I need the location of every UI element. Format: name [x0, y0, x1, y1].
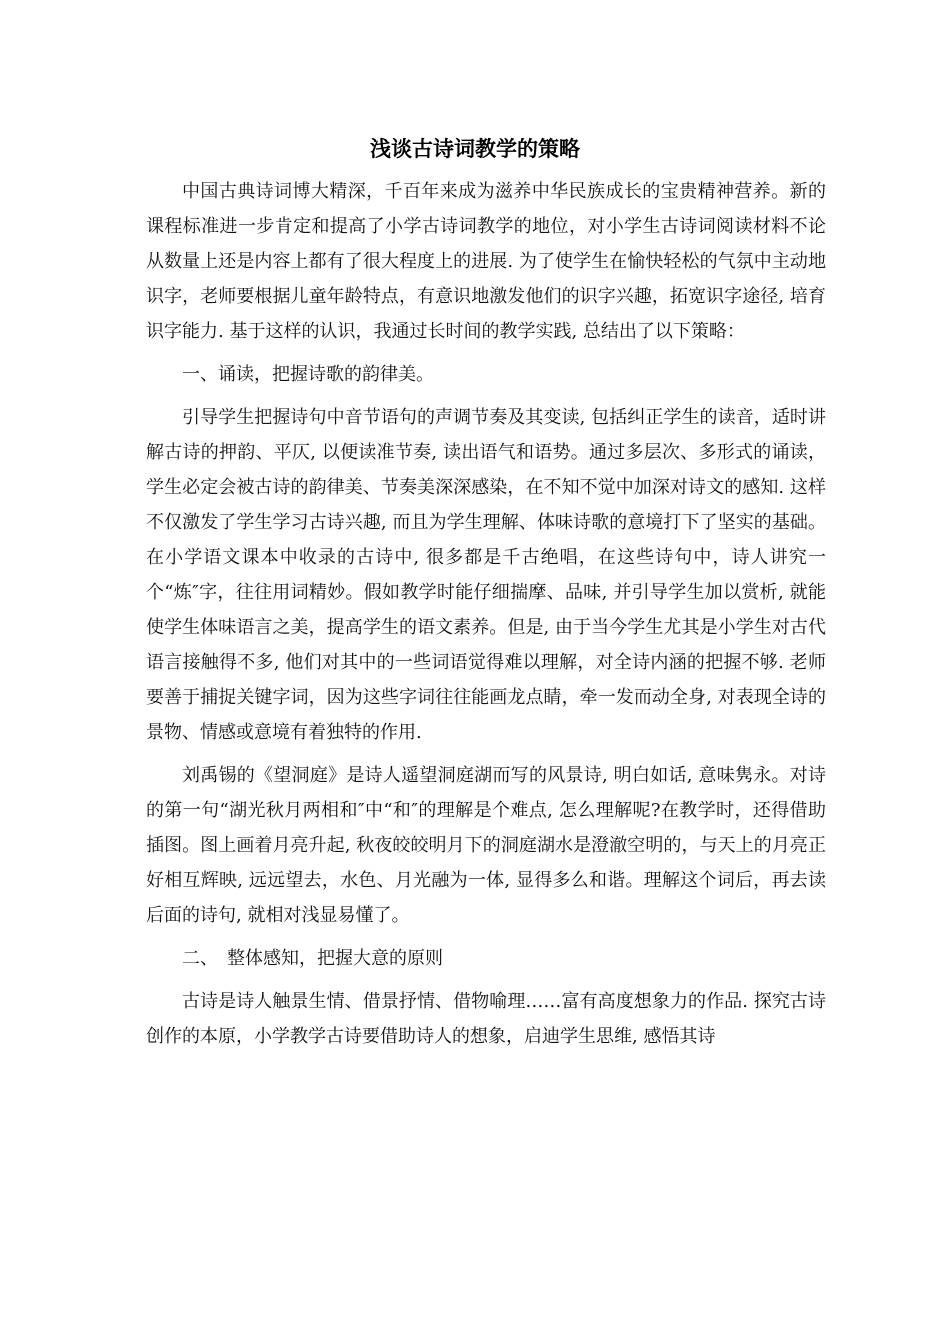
spacer	[146, 750, 826, 758]
spacer	[146, 349, 826, 357]
section-1-paragraph-1: 引导学生把握诗句中音节语句的声调节奏及其变读, 包括纠正学生的读音，适时讲解古诗的押韵、平仄, 以便读准节奏, 读出语气和语势。通过多层次、多形式的诵读，学生必定会被古诗的韵律美、节奏美深深感染，在不知不觉中加深对诗文的感知. 这样不仅激发了学生学习古诗兴趣, 而且为学生理解、体味诗歌的意境打下了坚实的基础。在小学语文课本中收录的古诗中, 很多都是千古绝唱，在这些诗句中，诗人讲究一个“炼″字，往往用词精妙。假如教学时能仔细揣摩、品味, 并引导学生加以赏析, 就能使学生体味语言之美，提高学生的语文素养。但是, 由于当今学生尤其是小学生对古代语言接触得不多, 他们对其中的一些词语觉得难以理解，对全诗内涵的把握不够. 老师要善于捕捉关键字词，因为这些字词往往能画龙点睛，牵一发而动全身, 对表现全诗的景物、情感或意境有着独特的作用.	[146, 407, 826, 743]
spacer	[146, 392, 826, 400]
section-heading-2: 二、 整体感知，把握大意的原则	[182, 948, 443, 969]
section-heading-1: 一、诵读，把握诗歌的韵律美。	[182, 364, 434, 385]
section-2-paragraph-1: 古诗是诗人触景生情、借景抒情、借物喻理……富有高度想象力的作品. 探究古诗创作的本原，小学教学古诗要借助诗人的想象，启迪学生思维, 感悟其诗	[146, 991, 826, 1047]
intro-paragraph: 中国古典诗词博大精深，千百年来成为滋养中华民族成长的宝贵精神营养。新的课程标准进一步肯定和提高了小学古诗词教学的地位，对小学生古诗词阅读材料不论从数量上还是内容上都有了很大程度上的进展. 为了使学生在愉快轻松的气氛中主动地识字，老师要根据儿童年龄特点，有意识地激发他们的识字兴趣，拓宽识字途径, 培育识字能力. 基于这样的认识，我通过长时间的教学实践, 总结出了以下策略：	[146, 181, 826, 342]
document-title: 浅谈古诗词教学的策略	[370, 136, 580, 161]
spacer	[146, 933, 826, 941]
section-1-paragraph-2: 刘禹锡的《望洞庭》是诗人遥望洞庭湖而写的风景诗, 明白如话, 意味隽永。对诗的第一句“湖光秋月两相和″中“和″的理解是个难点, 怎么理解呢?在教学时，还得借助插图。图上画着月亮升起, 秋夜皎皎明月下的洞庭湖水是澄澈空明的，与天上的月亮正好相互辉映, 远远望去，水色、月光融为一体, 显得多么和谐。理解这个词后，再去读后面的诗句, 就相对浅显易懂了。	[146, 765, 826, 926]
document-body	[146, 174, 826, 1054]
spacer	[146, 976, 826, 984]
